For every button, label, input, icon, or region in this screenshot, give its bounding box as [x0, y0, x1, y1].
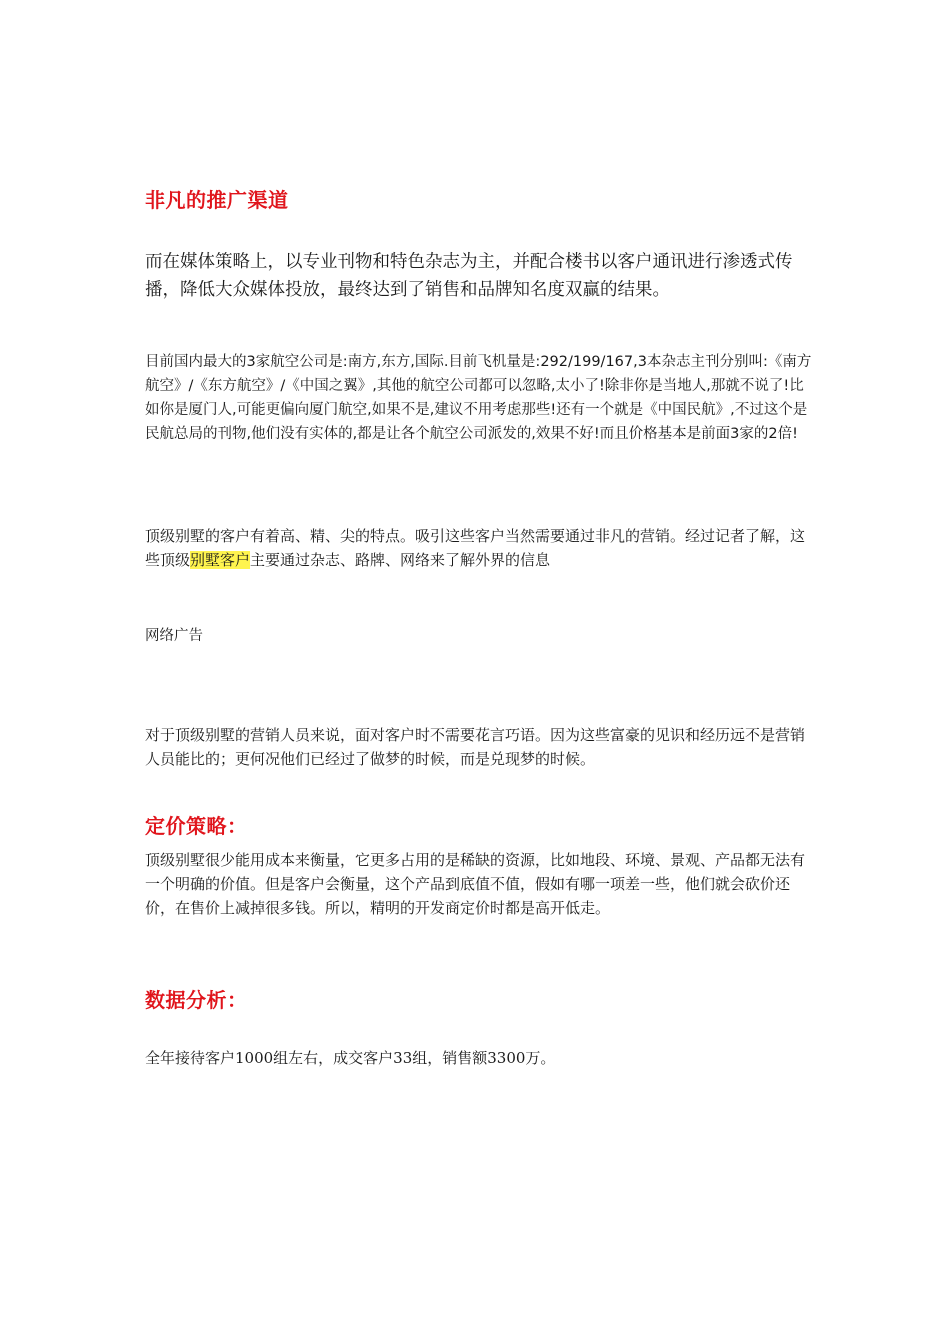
villa-client-text-start: 顶级别墅的客户有着高、精、尖的特点。吸引这些客户当然需要通过非凡的营销。经过记者了解，这些顶级	[145, 527, 806, 569]
section-heading-channel: 非凡的推广渠道	[145, 188, 289, 212]
section-heading-data: 数据分析：	[145, 988, 248, 1012]
pricing-paragraph: 顶级别墅很少能用成本来衡量，它更多占用的是稀缺的资源，比如地段、环境、景观、产品都无法有一个明确的价值。但是客户会衡量，这个产品到底值不值，假如有哪一项差一些，他们就会砍价还价，在售价上减掉很多钱。所以，精明的开发商定价时都是高开低走。	[145, 851, 806, 917]
section-heading-pricing: 定价策略：	[145, 814, 248, 838]
villa-client-text-end: 主要通过杂志、路牌、网络来了解外界的信息	[250, 551, 551, 569]
highlighted-keyword: 别墅客户	[190, 551, 251, 569]
data-summary-paragraph: 全年接待客户1000组左右，成交客户33组，销售额3300万。	[145, 1049, 556, 1067]
sales-staff-paragraph: 对于顶级别墅的营销人员来说，面对客户时不需要花言巧语。因为这些富豪的见识和经历远不是营销人员能比的；更何况他们已经过了做梦的时候，而是兑现梦的时候。	[145, 726, 806, 768]
airline-magazine-paragraph: 目前国内最大的3家航空公司是:南方,东方,国际.目前飞机量是:292/199/167,3本杂志主刊分别叫:《南方航空》/《东方航空》/《中国之翼》,其他的航空公司都可以忽略,太小了!除非你是当地人,那就不说了!比如你是厦门人,可能更偏向厦门航空,如果不是,建议不用考虑那些!还有一个就是《中国民航》,不过这个是民航总局的刊物,他们没有实体的,都是让各个航空公司派发的,效果不好!而且价格基本是前面3家的2倍!	[145, 354, 812, 442]
web-ad-label: 网络广告	[145, 628, 203, 644]
villa-client-paragraph	[145, 524, 813, 572]
media-strategy-paragraph: 而在媒体策略上，以专业刊物和特色杂志为主，并配合楼书以客户通讯进行渗透式传播，降低大众媒体投放，最终达到了销售和品牌知名度双赢的结果。	[145, 252, 793, 300]
